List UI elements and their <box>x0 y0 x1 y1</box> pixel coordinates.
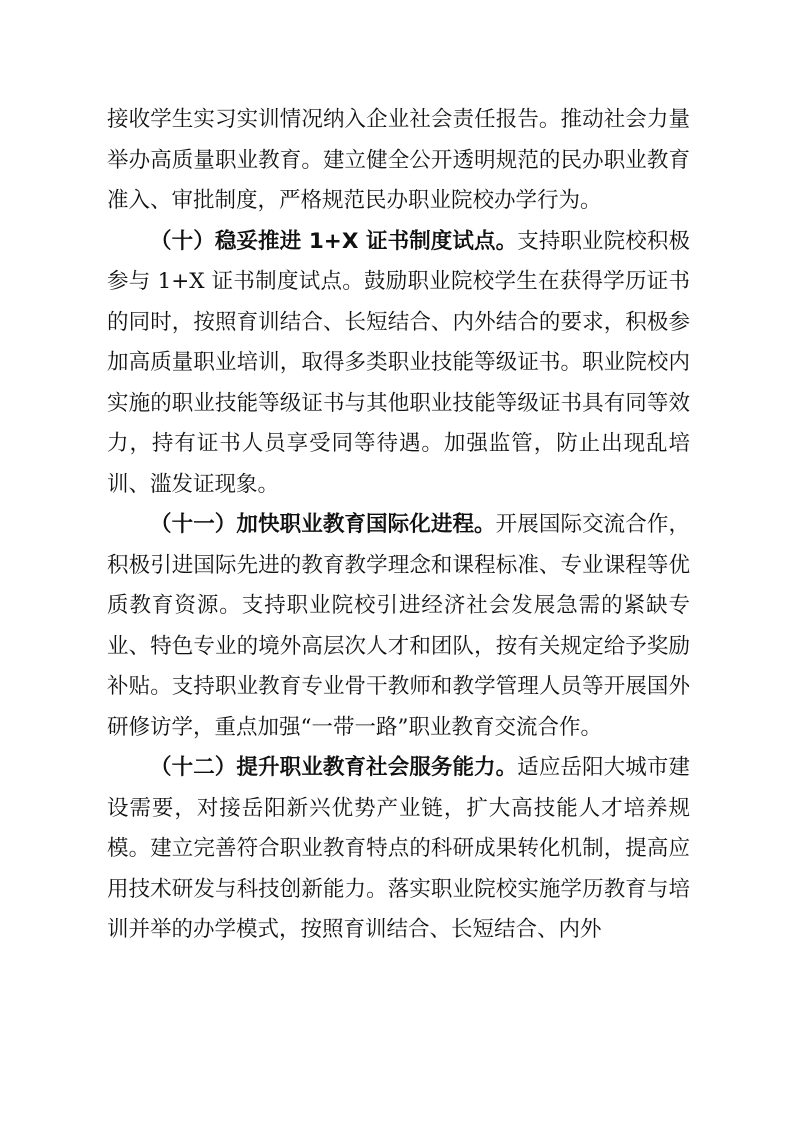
paragraph-continuation <box>107 100 690 222</box>
paragraph-text: 支持职业院校积极参与 1+X 证书制度试点。鼓励职业院校学生在获得学历证书的同时，按照育训结合、长短结合、内外结合的要求，积极参加高质量职业培训，取得多类职业技能等级证书。职业院校内实施的职业技能等级证书与其他职业技能等级证书具有同等效力，持有证书人员享受同等待遇。加强监管，防止出现乱培训、滥发证现象。 <box>107 228 690 497</box>
section-heading: （十）稳妥推进 1+X 证书制度试点。 <box>150 228 518 254</box>
paragraph-section-10 <box>107 222 690 506</box>
paragraph-text: 适应岳阳大城市建设需要，对接岳阳新兴优势产业链，扩大高技能人才培养规模。建立完善符合职业教育特点的科研成果转化机制，提高应用技术研发与科技创新能力。落实职业院校实施学历教育与培训并举的办学模式，按照育训结合、长短结合、内外 <box>107 755 690 942</box>
paragraph-text: 接收学生实习实训情况纳入企业社会责任报告。推动社会力量举办高质量职业教育。建立健全公开透明规范的民办职业教育准入、审批制度，严格规范民办职业院校办学行为。 <box>107 107 690 213</box>
paragraph-text: 开展国际交流合作，积极引进国际先进的教育教学理念和课程标准、专业课程等优质教育资源。支持职业院校引进经济社会发展急需的紧缺专业、特色专业的境外高层次人才和团队，按有关规定给予奖励补贴。支持职业教育专业骨干教师和教学管理人员等开展国外研修访学，重点加强“一带一路”职业教育交流合作。 <box>107 512 690 740</box>
section-heading: （十二）提升职业教育社会服务能力。 <box>150 755 518 780</box>
section-heading: （十一）加快职业教育国际化进程。 <box>150 512 496 537</box>
paragraph-section-11 <box>107 505 690 748</box>
paragraph-section-12 <box>107 748 690 951</box>
document-page <box>107 100 690 951</box>
